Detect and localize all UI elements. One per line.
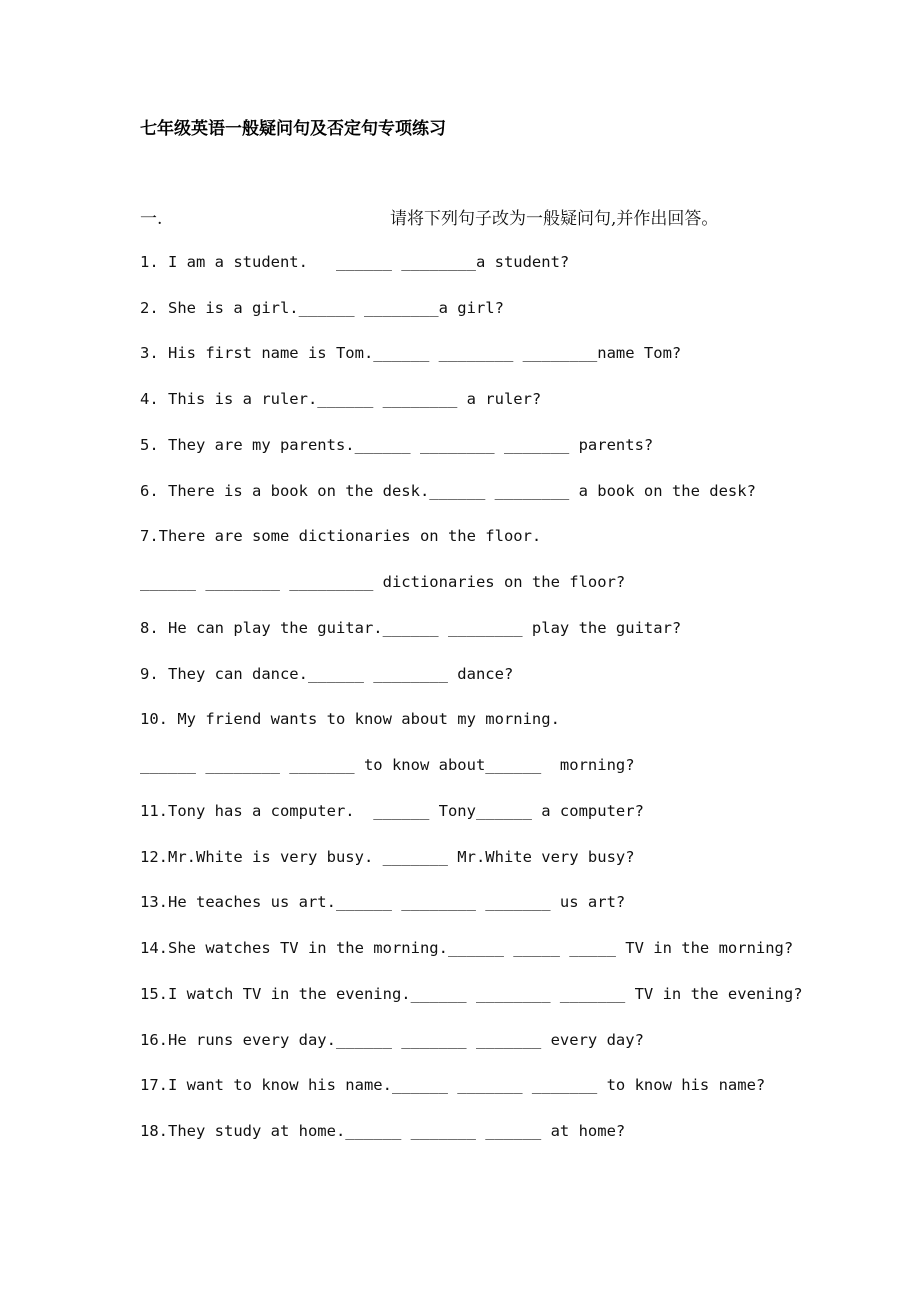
exercise-line-14: 14.She watches TV in the morning.______ _____ _____ TV in the morning? bbox=[140, 939, 794, 957]
exercise-line-17: 17.I want to know his name.______ _______ _______ to know his name? bbox=[140, 1076, 766, 1094]
exercise-line-10: 10. My friend wants to know about my morning. bbox=[140, 710, 560, 728]
exercise-line-10-answer: ______ ________ _______ to know about______ morning? bbox=[140, 756, 635, 774]
exercise-line-12: 12.Mr.White is very busy. _______ Mr.White very busy? bbox=[140, 848, 635, 866]
section-number: 一. bbox=[140, 209, 163, 229]
exercise-line-13: 13.He teaches us art.______ ________ _______ us art? bbox=[140, 893, 626, 911]
exercise-line-7-answer: ______ ________ _________ dictionaries on the floor? bbox=[140, 573, 626, 591]
exercise-line-16: 16.He runs every day.______ _______ _______ every day? bbox=[140, 1031, 644, 1049]
worksheet-title: 七年级英语一般疑问句及否定句专项练习 bbox=[140, 119, 446, 139]
exercise-line-7: 7.There are some dictionaries on the floor. bbox=[140, 527, 542, 545]
exercise-line-9: 9. They can dance.______ ________ dance? bbox=[140, 665, 514, 683]
exercise-line-15: 15.I watch TV in the evening.______ ________ _______ TV in the evening? bbox=[140, 985, 803, 1003]
exercise-line-11: 11.Tony has a computer. ______ Tony______ a computer? bbox=[140, 802, 644, 820]
exercise-line-3: 3. His first name is Tom.______ ________ ________name Tom? bbox=[140, 344, 682, 362]
section-instruction: 请将下列句子改为一般疑问句,并作出回答。 bbox=[390, 209, 719, 229]
exercise-line-2: 2. She is a girl.______ ________a girl? bbox=[140, 299, 504, 317]
exercise-line-18: 18.They study at home.______ _______ ______ at home? bbox=[140, 1122, 626, 1140]
exercise-line-4: 4. This is a ruler.______ ________ a ruler? bbox=[140, 390, 542, 408]
exercise-line-1: 1. I am a student. ______ ________a student? bbox=[140, 253, 570, 271]
exercise-line-5: 5. They are my parents.______ ________ _______ parents? bbox=[140, 436, 654, 454]
exercise-line-8: 8. He can play the guitar.______ ________ play the guitar? bbox=[140, 619, 682, 637]
exercise-line-6: 6. There is a book on the desk.______ ________ a book on the desk? bbox=[140, 482, 756, 500]
